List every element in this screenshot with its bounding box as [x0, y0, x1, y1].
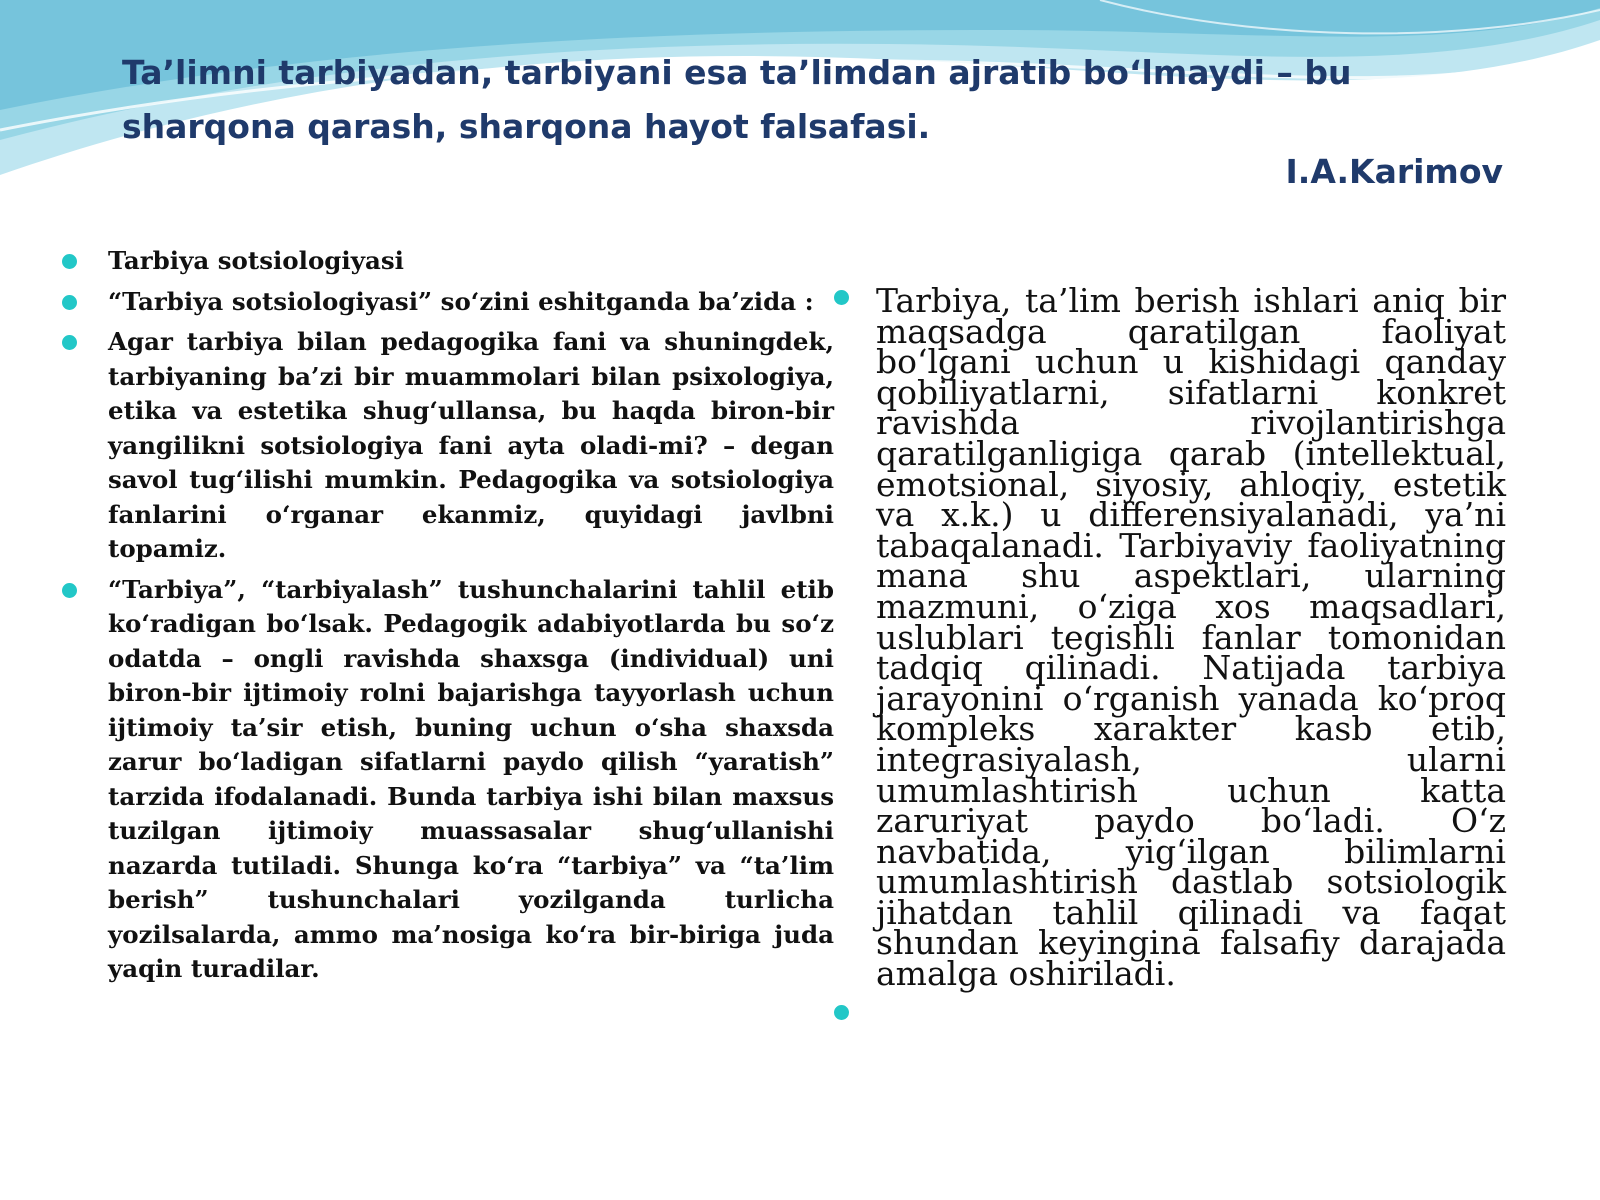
- slide-title-text: Ta’limni tarbiyadan, tarbiyani esa ta’limdan ajratib bo‘lmaydi – bu sharqona qarash, sharqona hayot falsafasi: [122, 53, 1352, 146]
- author-name: I.A.Karimov: [1285, 152, 1503, 191]
- bullet-icon: [62, 295, 77, 310]
- list-item: [60, 573, 834, 987]
- list-item: [60, 325, 834, 567]
- list-item: [60, 285, 834, 320]
- bullet-icon: [834, 1005, 849, 1020]
- list-item-text: Agar tarbiya bilan pedagogika fani va shuningdek, tarbiyaning ba’zi bir muammolari bilan psixologiya, etika va estetika shug‘ullansa, bu haqda biron-bir yangilikni sotsiologiya fani ayta oladi-mi? – degan savol tug‘ilishi mumkin. Pedagogika va sotsiologiya fanlarini o‘rganar ekanmiz, quyidagi javlbni topamiz.: [108, 327, 834, 563]
- list-item-text: “Tarbiya”, “tarbiyalash” tushunchalarini tahlil etib ko‘radigan bo‘lsak. Pedagogik adabiyotlarda bu so‘z odatda – ongli ravishda shaxsga (individual) uni biron-bir ijtimoiy rolni bajarishga tayyorlash uchun ijtimoiy ta’sir etish, buning uchun o‘sha shaxsda zarur bo‘ladigan sifatlarni paydo qilish “yaratish” tarzida ifodalanadi. Bunda tarbiya ishi bilan maxsus tuzilgan ijtimoiy muassasalar shug‘ullanishi nazarda tutiladi. Shunga ko‘ra “tarbiya” va “ta’lim berish” tushunchalari yozilganda turlicha yozilsalarda, ammo ma’nosiga ko‘ra bir-biriga juda yaqin turadilar.: [108, 574, 834, 983]
- bullet-icon: [62, 583, 77, 598]
- slide-title: [122, 46, 1422, 154]
- slide-title-period: .: [917, 107, 931, 146]
- bullet-icon: [62, 254, 77, 269]
- right-paragraph: Tarbiya, ta’lim berish ishlari aniq bir maqsadga qaratilgan faoliyat bo‘lgani uchun u kishidagi qanday qobiliyatlarni, sifatlarni konkret ravishda rivojlantirishga qaratilganligiga qarab (intellektual, emotsional, siyosiy, ahloqiy, estetik va x.k.) u differensiyalanadi, ya’ni tabaqalanadi. Tarbiyaviy faoliyatning mana shu aspektlari, ularning mazmuni, o‘ziga xos maqsadlari, uslublari tegishli fanlar tomonidan tadqiq qilinadi. Natijada tarbiya jarayonini o‘rganish yanada ko‘proq kompleks xarakter kasb etib, integrasiyalash, ularni umumlashtirish uchun katta zaruriyat paydo bo‘ladi. O‘z navbatida, yig‘ilgan bilimlarni umumlashtirish dastlab sotsiologik jihatdan tahlil qilinadi va faqat shundan keyingina falsafiy darajada amalga oshiriladi.: [876, 281, 1506, 994]
- list-item-text: “Tarbiya sotsiologiyasi” so‘zini eshitganda ba’zida :: [108, 286, 814, 316]
- left-bullet-list: [60, 244, 834, 993]
- list-item-text: Tarbiya sotsiologiyasi: [108, 246, 404, 275]
- bullet-icon: [62, 335, 77, 350]
- list-item: [60, 244, 834, 279]
- bullet-icon: [834, 290, 849, 305]
